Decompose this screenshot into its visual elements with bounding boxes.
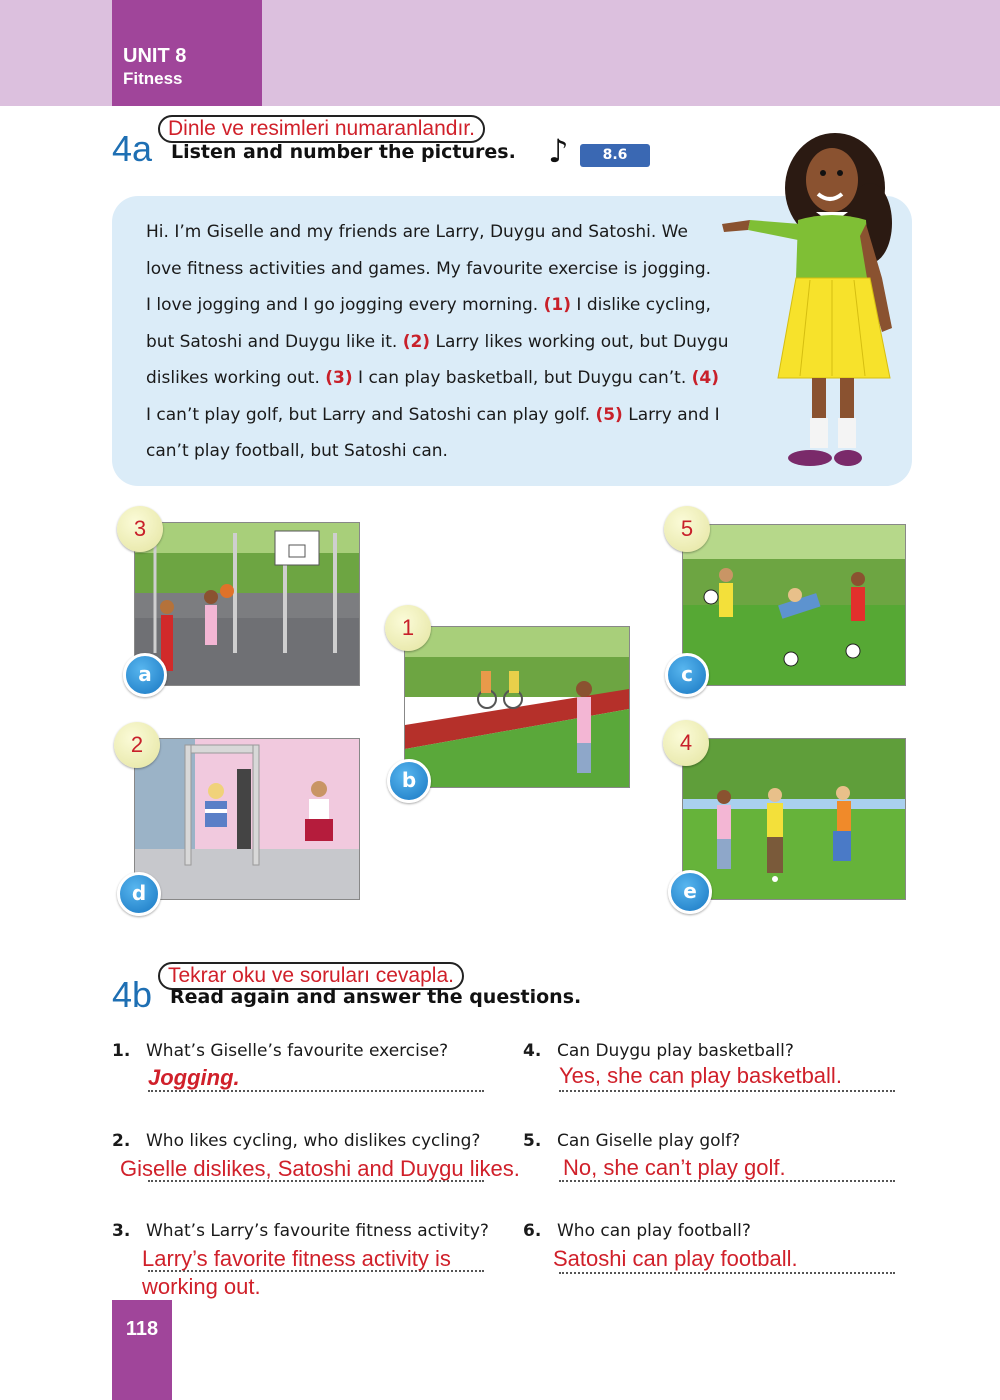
picture-b-jogging	[404, 626, 630, 788]
reading-line: love fitness activities and games. My favourite exercise is jogging.	[146, 258, 712, 279]
picture-label-a: a	[123, 653, 167, 697]
answer-2[interactable]: Giselle dislikes, Satoshi and Duygu likes.	[120, 1156, 520, 1181]
footer-tab	[112, 1300, 172, 1400]
handwritten-instruction-4a: Dinle ve resimleri numaranlandır.	[158, 115, 485, 143]
handwritten-instruction-4b: Tekrar oku ve soruları cevapla.	[158, 962, 464, 990]
exercise-title-4b: Read again and answer the questions.	[170, 986, 582, 1008]
giselle-illustration	[720, 128, 910, 478]
question-6	[523, 1221, 751, 1241]
answer-number-c: 5	[664, 506, 710, 552]
question-3	[112, 1221, 489, 1241]
picture-label-d: d	[117, 872, 161, 916]
question-number: 4.	[523, 1041, 542, 1061]
marker-3: (3)	[325, 368, 353, 388]
audio-track-badge[interactable]: 8.6	[580, 144, 650, 167]
question-number: 6.	[523, 1221, 542, 1241]
reading-segment: Larry likes working out, but Duygu	[435, 331, 729, 352]
reading-segment: I dislike cycling,	[576, 295, 711, 315]
reading-line	[146, 360, 756, 397]
question-5	[523, 1131, 740, 1151]
picture-label-e: e	[668, 870, 712, 914]
reading-line: can’t play football, but Satoshi can.	[146, 441, 448, 461]
music-note-icon: ♪	[548, 132, 569, 170]
question-text: Who likes cycling, who dislikes cycling?	[146, 1131, 481, 1151]
reading-line: Hi. I’m Giselle and my friends are Larry, Duygu and Satoshi. We	[146, 222, 688, 242]
reading-segment: Larry and I	[628, 404, 720, 425]
reading-segment: but Satoshi and Duygu like it.	[146, 331, 398, 352]
picture-d-working-out	[134, 738, 360, 900]
unit-subtitle: Fitness	[123, 69, 183, 88]
question-text: What’s Larry’s favourite fitness activity?	[146, 1221, 489, 1241]
marker-1: (1)	[543, 295, 571, 315]
question-4	[523, 1041, 794, 1061]
marker-2: (2)	[402, 331, 431, 352]
picture-label-c: c	[665, 653, 709, 697]
page-number: 118	[125, 1318, 159, 1340]
picture-a-basketball	[134, 522, 360, 686]
answer-1[interactable]: Jogging.	[148, 1065, 240, 1090]
answer-3-line-1[interactable]: Larry’s favorite fitness activity is	[142, 1246, 451, 1271]
answer-line-4	[559, 1090, 895, 1092]
exercise-number-4b: 4b	[112, 974, 153, 1015]
answer-number-a: 3	[117, 506, 163, 552]
question-2	[112, 1131, 480, 1151]
reading-segment: I can’t play golf, but Larry and Satoshi can play golf.	[146, 404, 591, 425]
reading-line	[146, 324, 756, 361]
marker-5: (5)	[595, 404, 623, 425]
picture-e-golf	[682, 738, 906, 900]
reading-line	[146, 397, 756, 434]
exercise-title-4a: Listen and number the pictures.	[171, 141, 516, 163]
reading-text	[146, 214, 756, 470]
unit-title: UNIT 8	[123, 45, 187, 67]
question-number: 5.	[523, 1131, 542, 1151]
reading-segment: dislikes working out.	[146, 368, 320, 388]
marker-4: (4)	[691, 368, 720, 388]
answer-5[interactable]: No, she can’t play golf.	[563, 1155, 786, 1180]
reading-line	[146, 287, 756, 324]
unit-tab	[112, 0, 262, 106]
question-number: 3.	[112, 1221, 131, 1241]
question-number: 1.	[112, 1041, 131, 1061]
question-text: Can Giselle play golf?	[557, 1131, 741, 1151]
question-number: 2.	[112, 1131, 131, 1151]
answer-3-line-2[interactable]: working out.	[142, 1274, 261, 1299]
reading-segment: I love jogging and I go jogging every morning.	[146, 295, 539, 315]
answer-number-d: 2	[114, 722, 160, 768]
answer-number-e: 4	[663, 720, 709, 766]
answer-4[interactable]: Yes, she can play basketball.	[559, 1063, 842, 1088]
exercise-number-4a: 4a	[112, 128, 153, 169]
question-1	[112, 1041, 448, 1061]
question-text: What’s Giselle’s favourite exercise?	[146, 1041, 449, 1061]
question-text: Can Duygu play basketball?	[557, 1041, 794, 1061]
reading-segment: I can play basketball, but Duygu can’t.	[358, 368, 687, 388]
picture-c-football	[682, 524, 906, 686]
answer-6[interactable]: Satoshi can play football.	[553, 1246, 798, 1271]
answer-number-b: 1	[385, 605, 431, 651]
picture-label-b: b	[387, 759, 431, 803]
question-text: Who can play football?	[557, 1221, 751, 1241]
